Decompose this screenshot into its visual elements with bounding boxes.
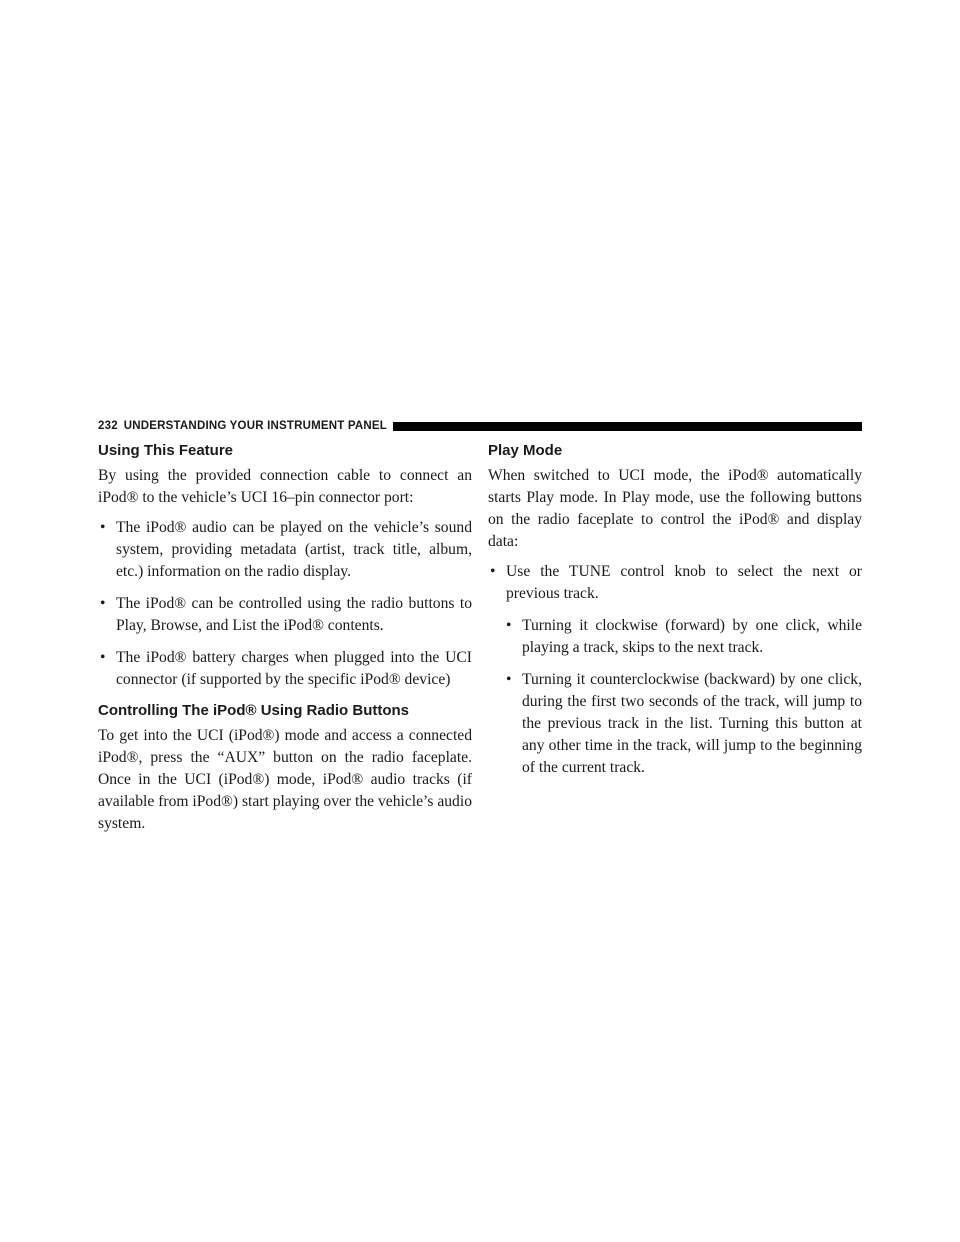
play-mode-intro: When switched to UCI mode, the iPod® automatically starts Play mode. In Play mode, use the following buttons on the radio faceplate to control the iPod® and display data: (488, 467, 862, 550)
play-mode-sub-list (488, 615, 862, 779)
heading-using-this-feature: Using This Feature (98, 442, 234, 459)
bullet-glyph: • (100, 519, 106, 536)
page-number: 232 (98, 420, 118, 432)
left-column (98, 441, 472, 843)
section-title: UNDERSTANDING YOUR INSTRUMENT PANEL (123, 420, 387, 432)
page-header (98, 419, 862, 433)
list-item-text: The iPod® battery charges when plugged into the UCI connector (if supported by the specific iPod® device) (116, 649, 472, 688)
list-item-text: The iPod® can be controlled using the radio buttons to Play, Browse, and List the iPod® contents. (116, 595, 472, 634)
body-paragraph: To get into the UCI (iPod®) mode and access a connected iPod®, press the “AUX” button on the radio faceplate. Once in the UCI (iPod®) mode, iPod® audio tracks (if available from iPod®) start playing over the vehicle’s audio system. (98, 727, 472, 832)
bullet-glyph: • (100, 649, 106, 666)
intro-paragraph: By using the provided connection cable to connect an iPod® to the vehicle’s UCI 16–pin connector port: (98, 467, 472, 506)
right-column (488, 441, 862, 789)
list-item-text: Turning it clockwise (forward) by one click, while playing a track, skips to the next track. (522, 617, 862, 656)
bullet-glyph: • (490, 563, 496, 580)
list-item-text: Turning it counterclockwise (backward) by one click, during the first two seconds of the track, will jump to the previous track in the list. Turning this button at any other time in the track, will jump to the beginning of the current track. (522, 671, 862, 776)
header-rule (393, 422, 862, 431)
list-item-text: The iPod® audio can be played on the vehicle’s sound system, providing metadata (artist, track title, album, etc.) information on the radio display. (116, 519, 472, 580)
list-item (504, 615, 862, 659)
feature-bullet-list (98, 517, 472, 691)
list-item (98, 647, 472, 691)
heading-controlling-ipod: Controlling The iPod® Using Radio Buttons (98, 702, 410, 719)
list-item (98, 593, 472, 637)
bullet-glyph: • (506, 617, 512, 634)
heading-play-mode: Play Mode (488, 442, 563, 459)
bullet-glyph: • (100, 595, 106, 612)
list-item (504, 669, 862, 779)
play-mode-bullet-list (488, 561, 862, 605)
list-item (98, 517, 472, 583)
list-item (488, 561, 862, 605)
list-item-text: Use the TUNE control knob to select the next or previous track. (506, 563, 862, 602)
bullet-glyph: • (506, 671, 512, 688)
